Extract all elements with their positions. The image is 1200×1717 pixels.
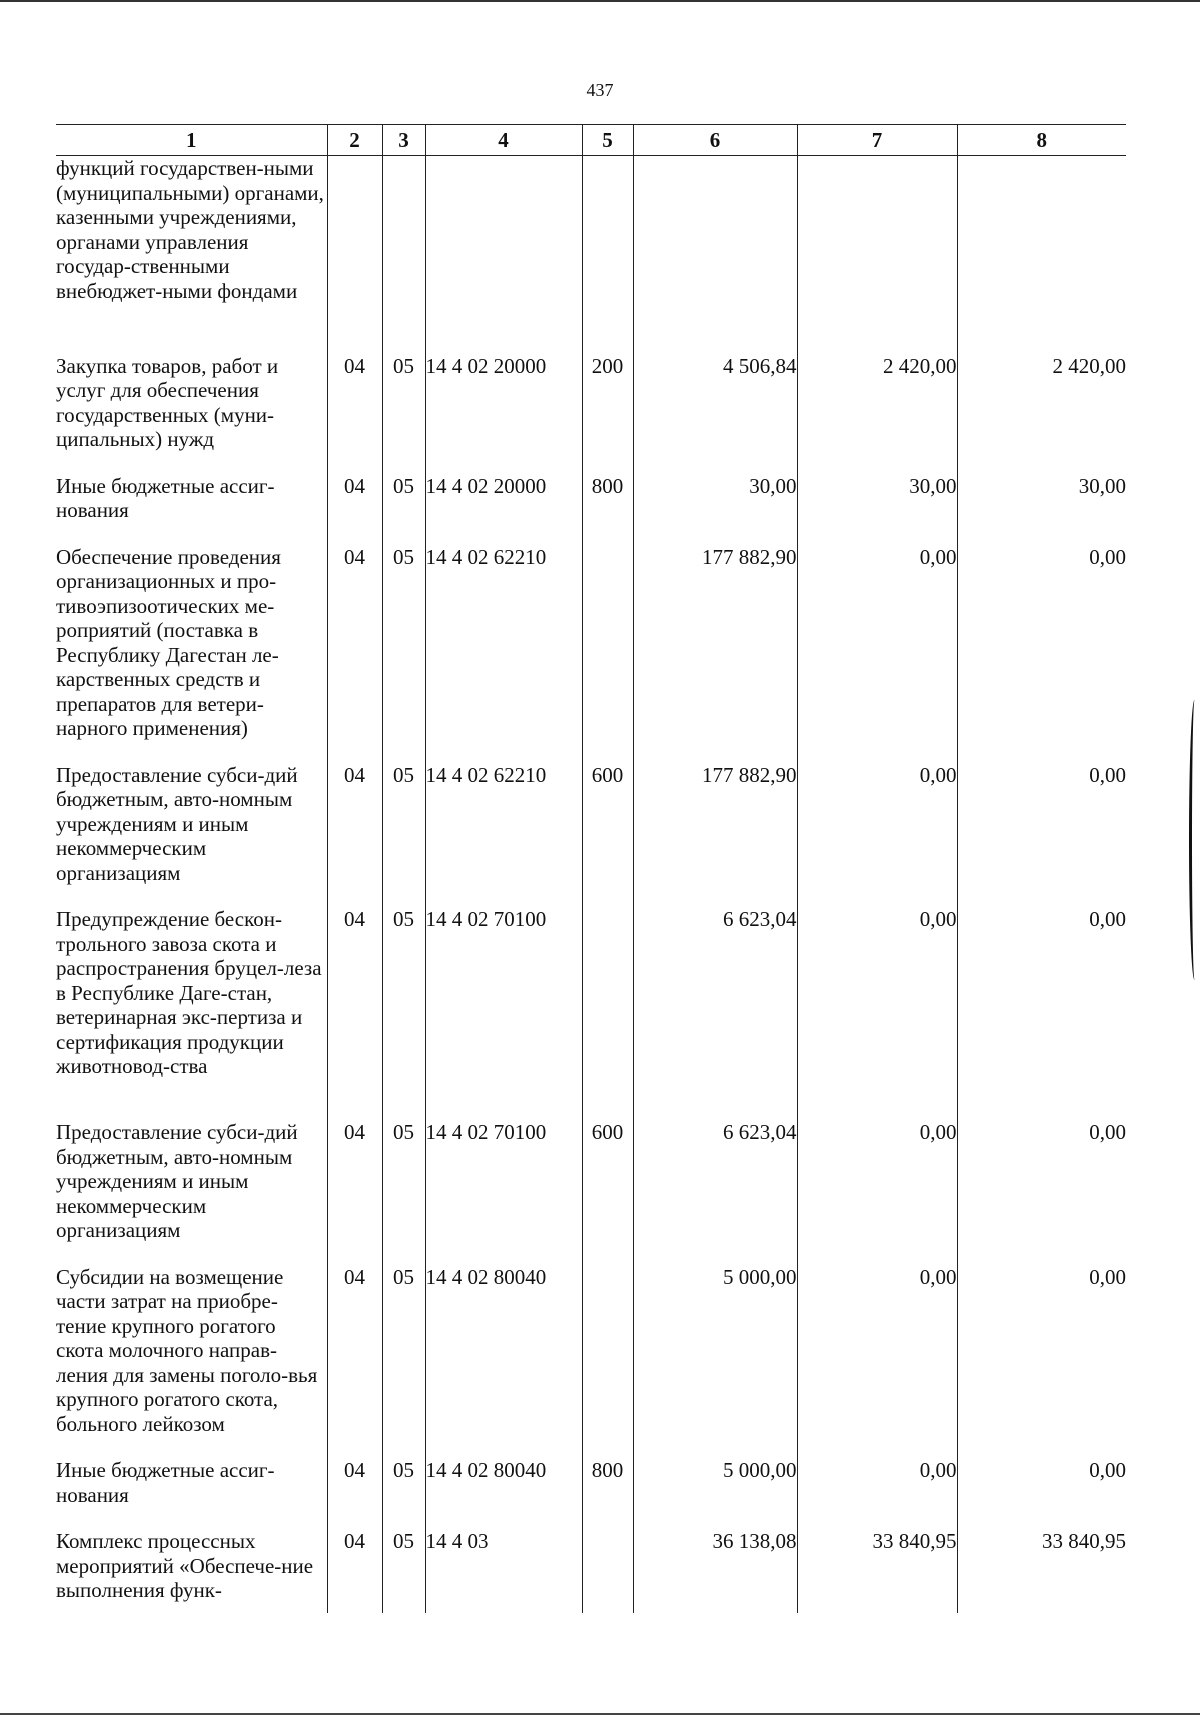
cell-expense-type — [582, 1529, 633, 1613]
cell-amount-6: 177 882,90 — [633, 545, 797, 763]
cell-expense-type — [582, 907, 633, 1120]
table-row — [56, 156, 1126, 354]
cell-amount-7: 0,00 — [797, 1458, 957, 1529]
page-number: 437 — [586, 80, 614, 100]
cell-section: 04 — [327, 763, 382, 908]
cell-subsection: 05 — [382, 545, 425, 763]
header-col-2: 2 — [327, 125, 382, 156]
cell-subsection: 05 — [382, 907, 425, 1120]
cell-expense-type — [582, 156, 633, 354]
cell-name: Комплекс процессных мероприятий «Обеспече-ние выполнения функ- — [56, 1529, 327, 1613]
header-col-1: 1 — [56, 125, 327, 156]
cell-subsection: 05 — [382, 763, 425, 908]
header-col-5: 5 — [582, 125, 633, 156]
cell-amount-6: 36 138,08 — [633, 1529, 797, 1613]
cell-name: Предупреждение бескон-трольного завоза скота и распространения бруцел-леза в Республике Даге-стан, ветеринарная экс-пертиза и сертификация продукции животновод-ства — [56, 907, 327, 1120]
cell-amount-6: 4 506,84 — [633, 354, 797, 474]
cell-section: 04 — [327, 545, 382, 763]
header-col-8: 8 — [957, 125, 1126, 156]
binding-shadow — [1189, 700, 1200, 980]
cell-expense-type — [582, 545, 633, 763]
cell-subsection: 05 — [382, 1265, 425, 1459]
cell-amount-7: 0,00 — [797, 907, 957, 1120]
cell-amount-7 — [797, 156, 957, 354]
cell-subsection: 05 — [382, 474, 425, 545]
cell-amount-8: 0,00 — [957, 545, 1126, 763]
table-body — [56, 156, 1126, 1614]
cell-amount-6: 6 623,04 — [633, 907, 797, 1120]
cell-amount-8: 33 840,95 — [957, 1529, 1126, 1613]
table-row — [56, 354, 1126, 474]
cell-amount-8: 2 420,00 — [957, 354, 1126, 474]
cell-section: 04 — [327, 1529, 382, 1613]
cell-target-code: 14 4 02 80040 — [425, 1458, 582, 1529]
cell-amount-7: 33 840,95 — [797, 1529, 957, 1613]
table-row — [56, 1458, 1126, 1529]
cell-section: 04 — [327, 1458, 382, 1529]
cell-amount-6: 5 000,00 — [633, 1458, 797, 1529]
cell-amount-8: 0,00 — [957, 1458, 1126, 1529]
cell-amount-8: 0,00 — [957, 1120, 1126, 1265]
table-row — [56, 763, 1126, 908]
cell-name: Предоставление субси-дий бюджетным, авто-номным учреждениям и иным некоммерческим организациям — [56, 1120, 327, 1265]
cell-amount-7: 0,00 — [797, 545, 957, 763]
scan-edge-bottom — [0, 1713, 1200, 1715]
cell-name: Предоставление субси-дий бюджетным, авто-номным учреждениям и иным некоммерческим организациям — [56, 763, 327, 908]
header-row — [56, 125, 1126, 156]
cell-name: Иные бюджетные ассиг-нования — [56, 1458, 327, 1529]
cell-amount-6: 30,00 — [633, 474, 797, 545]
cell-expense-type: 600 — [582, 763, 633, 908]
header-col-6: 6 — [633, 125, 797, 156]
cell-subsection — [382, 156, 425, 354]
cell-amount-8: 0,00 — [957, 763, 1126, 908]
cell-amount-6: 5 000,00 — [633, 1265, 797, 1459]
cell-amount-7: 2 420,00 — [797, 354, 957, 474]
cell-section: 04 — [327, 354, 382, 474]
cell-target-code: 14 4 02 70100 — [425, 907, 582, 1120]
cell-amount-8: 0,00 — [957, 1265, 1126, 1459]
cell-amount-6: 177 882,90 — [633, 763, 797, 908]
header-col-7: 7 — [797, 125, 957, 156]
cell-section: 04 — [327, 1120, 382, 1265]
table-row — [56, 1529, 1126, 1613]
cell-amount-8: 30,00 — [957, 474, 1126, 545]
cell-expense-type: 600 — [582, 1120, 633, 1265]
table-row — [56, 1265, 1126, 1459]
cell-section: 04 — [327, 907, 382, 1120]
cell-subsection: 05 — [382, 1458, 425, 1529]
cell-expense-type: 200 — [582, 354, 633, 474]
cell-amount-7: 0,00 — [797, 1120, 957, 1265]
cell-expense-type: 800 — [582, 1458, 633, 1529]
cell-section — [327, 156, 382, 354]
cell-target-code: 14 4 03 — [425, 1529, 582, 1613]
cell-subsection: 05 — [382, 1529, 425, 1613]
table-header — [56, 125, 1126, 156]
cell-section: 04 — [327, 474, 382, 545]
cell-amount-7: 0,00 — [797, 763, 957, 908]
cell-subsection: 05 — [382, 354, 425, 474]
cell-target-code: 14 4 02 80040 — [425, 1265, 582, 1459]
cell-target-code: 14 4 02 70100 — [425, 1120, 582, 1265]
table-row — [56, 545, 1126, 763]
cell-name: Субсидии на возмещение части затрат на приобре-тение крупного рогатого скота молочного направ-ления для замены поголо-вья крупного рогатого скота, больного лейкозом — [56, 1265, 327, 1459]
cell-target-code: 14 4 02 20000 — [425, 474, 582, 545]
cell-target-code: 14 4 02 62210 — [425, 763, 582, 908]
cell-amount-6: 6 623,04 — [633, 1120, 797, 1265]
header-col-3: 3 — [382, 125, 425, 156]
cell-section: 04 — [327, 1265, 382, 1459]
header-col-4: 4 — [425, 125, 582, 156]
cell-name: Закупка товаров, работ и услуг для обеспечения государственных (муни-ципальных) нужд — [56, 354, 327, 474]
cell-name: функций государствен-ными (муниципальными) органами, казенными учреждениями, органами управления государ-ственными внебюджет-ными фондами — [56, 156, 327, 354]
table-row — [56, 907, 1126, 1120]
cell-amount-6 — [633, 156, 797, 354]
table-row — [56, 1120, 1126, 1265]
cell-target-code — [425, 156, 582, 354]
cell-name: Обеспечение проведения организационных и про-тивоэпизоотических ме-роприятий (поставка в Республику Дагестан ле-карственных средств и препаратов для ветери-нарного применения) — [56, 545, 327, 763]
cell-amount-8 — [957, 156, 1126, 354]
cell-subsection: 05 — [382, 1120, 425, 1265]
table-row — [56, 474, 1126, 545]
cell-expense-type — [582, 1265, 633, 1459]
cell-target-code: 14 4 02 20000 — [425, 354, 582, 474]
cell-expense-type: 800 — [582, 474, 633, 545]
budget-table — [56, 124, 1126, 1613]
cell-name: Иные бюджетные ассиг-нования — [56, 474, 327, 545]
cell-amount-7: 0,00 — [797, 1265, 957, 1459]
scan-edge-top — [0, 0, 1200, 2]
cell-target-code: 14 4 02 62210 — [425, 545, 582, 763]
cell-amount-7: 30,00 — [797, 474, 957, 545]
cell-amount-8: 0,00 — [957, 907, 1126, 1120]
